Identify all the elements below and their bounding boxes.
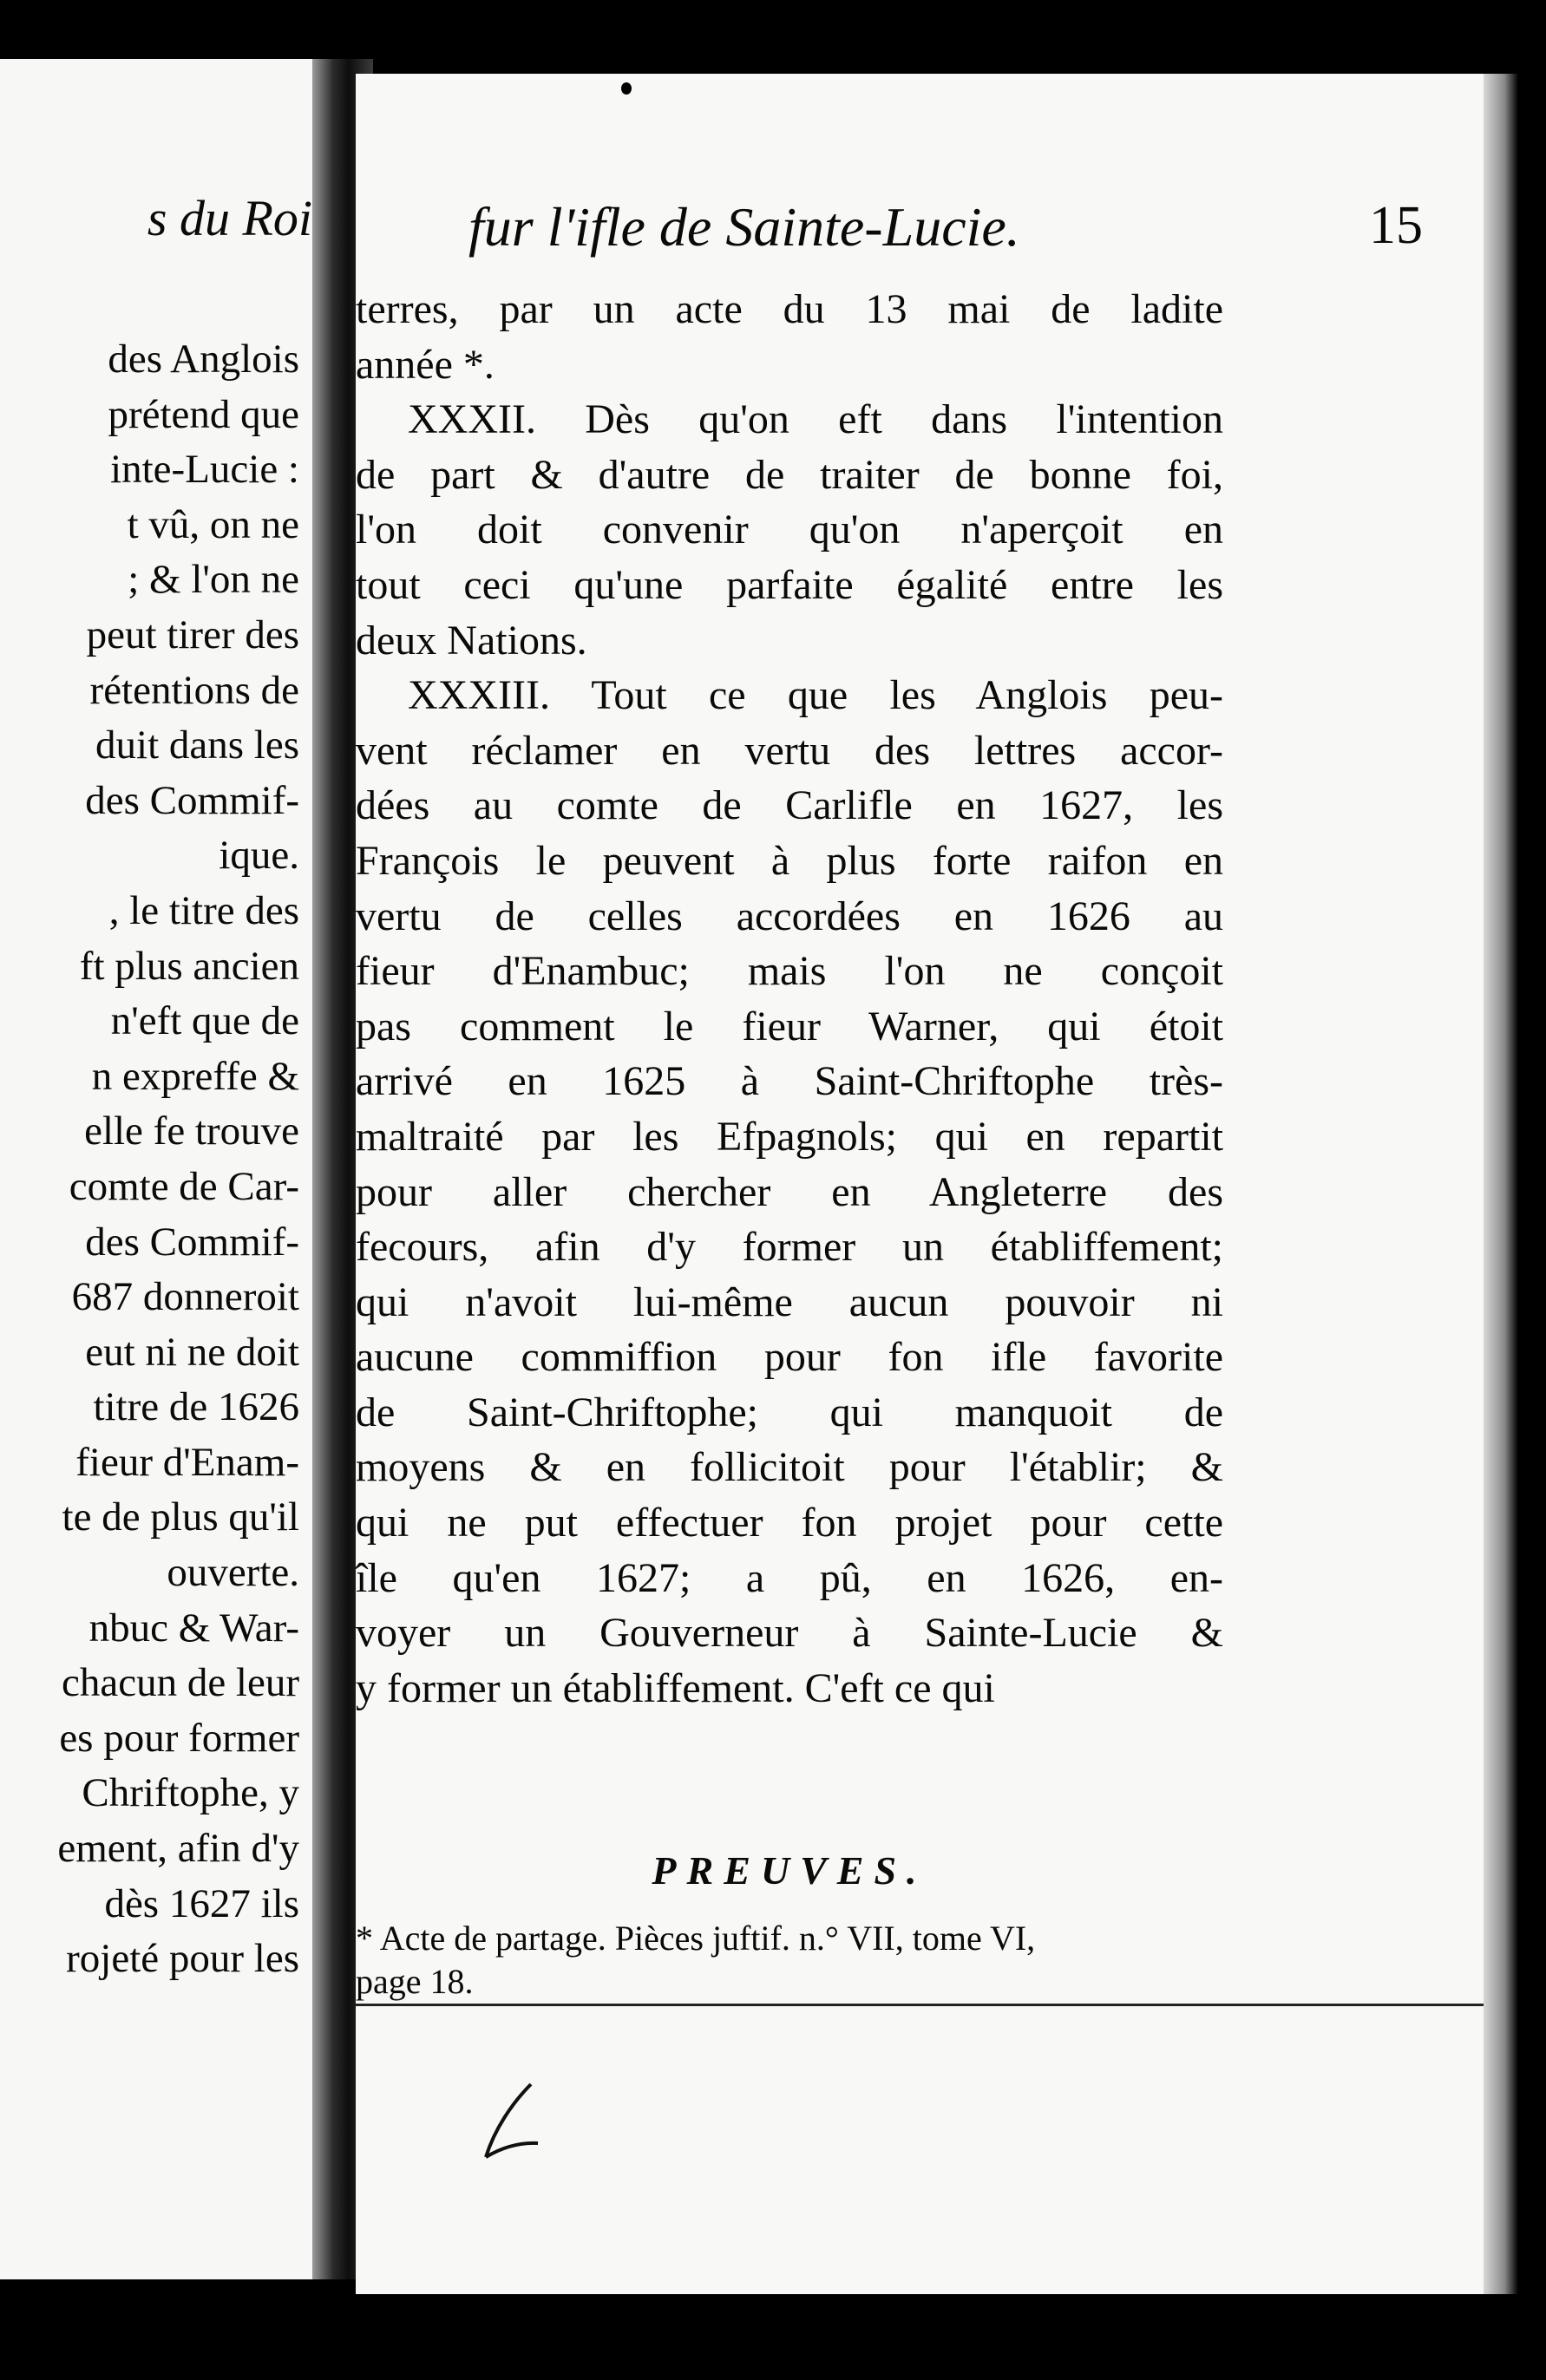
left-text-line: ouverte.: [167, 1550, 299, 1596]
left-text-line: titre de 1626: [93, 1384, 299, 1430]
left-text-line: ft plus ancien: [79, 943, 299, 989]
left-text-line: n expreffe &: [91, 1053, 299, 1099]
body-text-line: deux Nations.: [356, 617, 587, 664]
left-text-line: des Commif-: [85, 777, 299, 823]
left-text-line: Chriftophe, y: [82, 1770, 299, 1816]
body-text-line: de Saint-Chriftophe; qui manquoit de: [356, 1389, 1223, 1435]
page-mark-dot: [621, 82, 632, 95]
left-text-line: n'eft que de: [110, 998, 299, 1044]
left-text-line: des Anglois: [108, 337, 299, 382]
running-title: fur l'ifle de Sainte-Lucie.: [468, 196, 1020, 258]
body-text-line: XXXII. Dès qu'on eft dans l'intention: [408, 396, 1223, 443]
left-text-line: 687 donneroit: [71, 1274, 299, 1320]
left-text-line: inte-Lucie :: [110, 447, 299, 493]
footnote-block: [356, 1917, 1223, 2004]
left-page-fragment: [0, 59, 343, 2279]
footnote-line: * Acte de partage. Pièces juftif. n.° VII, tome VI,: [356, 1919, 1036, 1958]
left-text-line: ement, afin d'y: [57, 1826, 299, 1872]
body-text-line: aucune commiffion pour fon ifle favorite: [356, 1334, 1223, 1381]
body-text-line: qui ne put effectuer fon projet pour cette: [356, 1500, 1223, 1546]
left-text-line: rétentions de: [89, 667, 299, 713]
left-text-line: es pour former: [59, 1715, 299, 1761]
left-text-line: te de plus qu'il: [62, 1494, 299, 1540]
left-text-line: ique.: [219, 833, 299, 879]
footnote-line: page 18.: [356, 1962, 474, 2001]
right-page: [356, 74, 1484, 2294]
body-text-line: île qu'en 1627; a pû, en 1626, en-: [356, 1554, 1223, 1601]
running-head: [468, 195, 1423, 273]
body-text-line: fecours, afin d'y former un établiffement;: [356, 1224, 1223, 1271]
body-text-line: fieur d'Enambuc; mais l'on ne conçoit: [356, 948, 1223, 995]
body-text-line: vertu de celles accordées en 1626 au: [356, 892, 1223, 939]
left-text-line: rojeté pour les: [66, 1936, 299, 1982]
body-text-line: tout ceci qu'une parfaite égalité entre les: [356, 561, 1223, 608]
body-text-line: moyens & en follicitoit pour l'établir; &: [356, 1444, 1223, 1491]
left-text-line: fieur d'Enam-: [75, 1439, 299, 1485]
left-text-line: nbuc & War-: [88, 1605, 299, 1651]
left-text-line: elle fe trouve: [84, 1108, 299, 1154]
left-text-line: des Commif-: [85, 1219, 299, 1265]
body-text-line: vent réclamer en vertu des lettres accor-: [356, 727, 1223, 774]
page-edge: [1484, 74, 1518, 2294]
body-text-line: dées au comte de Carlifle en 1627, les: [356, 782, 1223, 829]
preuves-heading: PREUVES.: [652, 1848, 927, 1893]
left-text-line: duit dans les: [95, 722, 299, 768]
body-text-line: voyer un Gouverneur à Sainte-Lucie &: [356, 1610, 1223, 1657]
footnote-rule: [356, 2004, 1484, 2006]
body-text-block: [356, 282, 1223, 1716]
body-text-line: qui n'avoit lui-même aucun pouvoir ni: [356, 1278, 1223, 1325]
left-text-block: [0, 332, 299, 1987]
body-text-line: pour aller chercher en Angleterre des: [356, 1168, 1223, 1215]
body-text-line: pas comment le fieur Warner, qui étoit: [356, 1003, 1223, 1049]
body-text-line: XXXIII. Tout ce que les Anglois peu-: [408, 672, 1223, 719]
left-text-line: prétend que: [108, 391, 299, 437]
left-text-line: ; & l'on ne: [128, 557, 299, 603]
body-text-line: arrivé en 1625 à Saint-Chriftophe très-: [356, 1058, 1223, 1105]
left-text-line: dès 1627 ils: [104, 1880, 299, 1926]
body-text-line: de part & d'autre de traiter de bonne foi,: [356, 451, 1223, 498]
body-text-line: y former un établiffement. C'eft ce qui: [356, 1664, 995, 1711]
page-number: 15: [1369, 196, 1423, 255]
left-text-line: comte de Car-: [69, 1163, 299, 1209]
left-text-line: chacun de leur: [61, 1660, 299, 1706]
left-text-line: , le titre des: [108, 887, 299, 933]
left-text-line: t vû, on ne: [127, 501, 299, 547]
left-text-line: eut ni ne doit: [85, 1329, 299, 1375]
body-text-line: François le peuvent à plus forte raifon en: [356, 837, 1223, 884]
body-text-line: terres, par un acte du 13 mai de ladite: [356, 286, 1223, 332]
left-running-head: s du Roi: [147, 190, 312, 246]
body-text-line: l'on doit convenir qu'on n'aperçoit en: [356, 507, 1223, 553]
body-text-line: maltraité par les Efpagnols; qui en repartit: [356, 1113, 1223, 1160]
body-text-line: année *.: [356, 341, 495, 388]
pen-mark-icon: [477, 2077, 547, 2164]
left-text-line: peut tirer des: [86, 611, 299, 657]
